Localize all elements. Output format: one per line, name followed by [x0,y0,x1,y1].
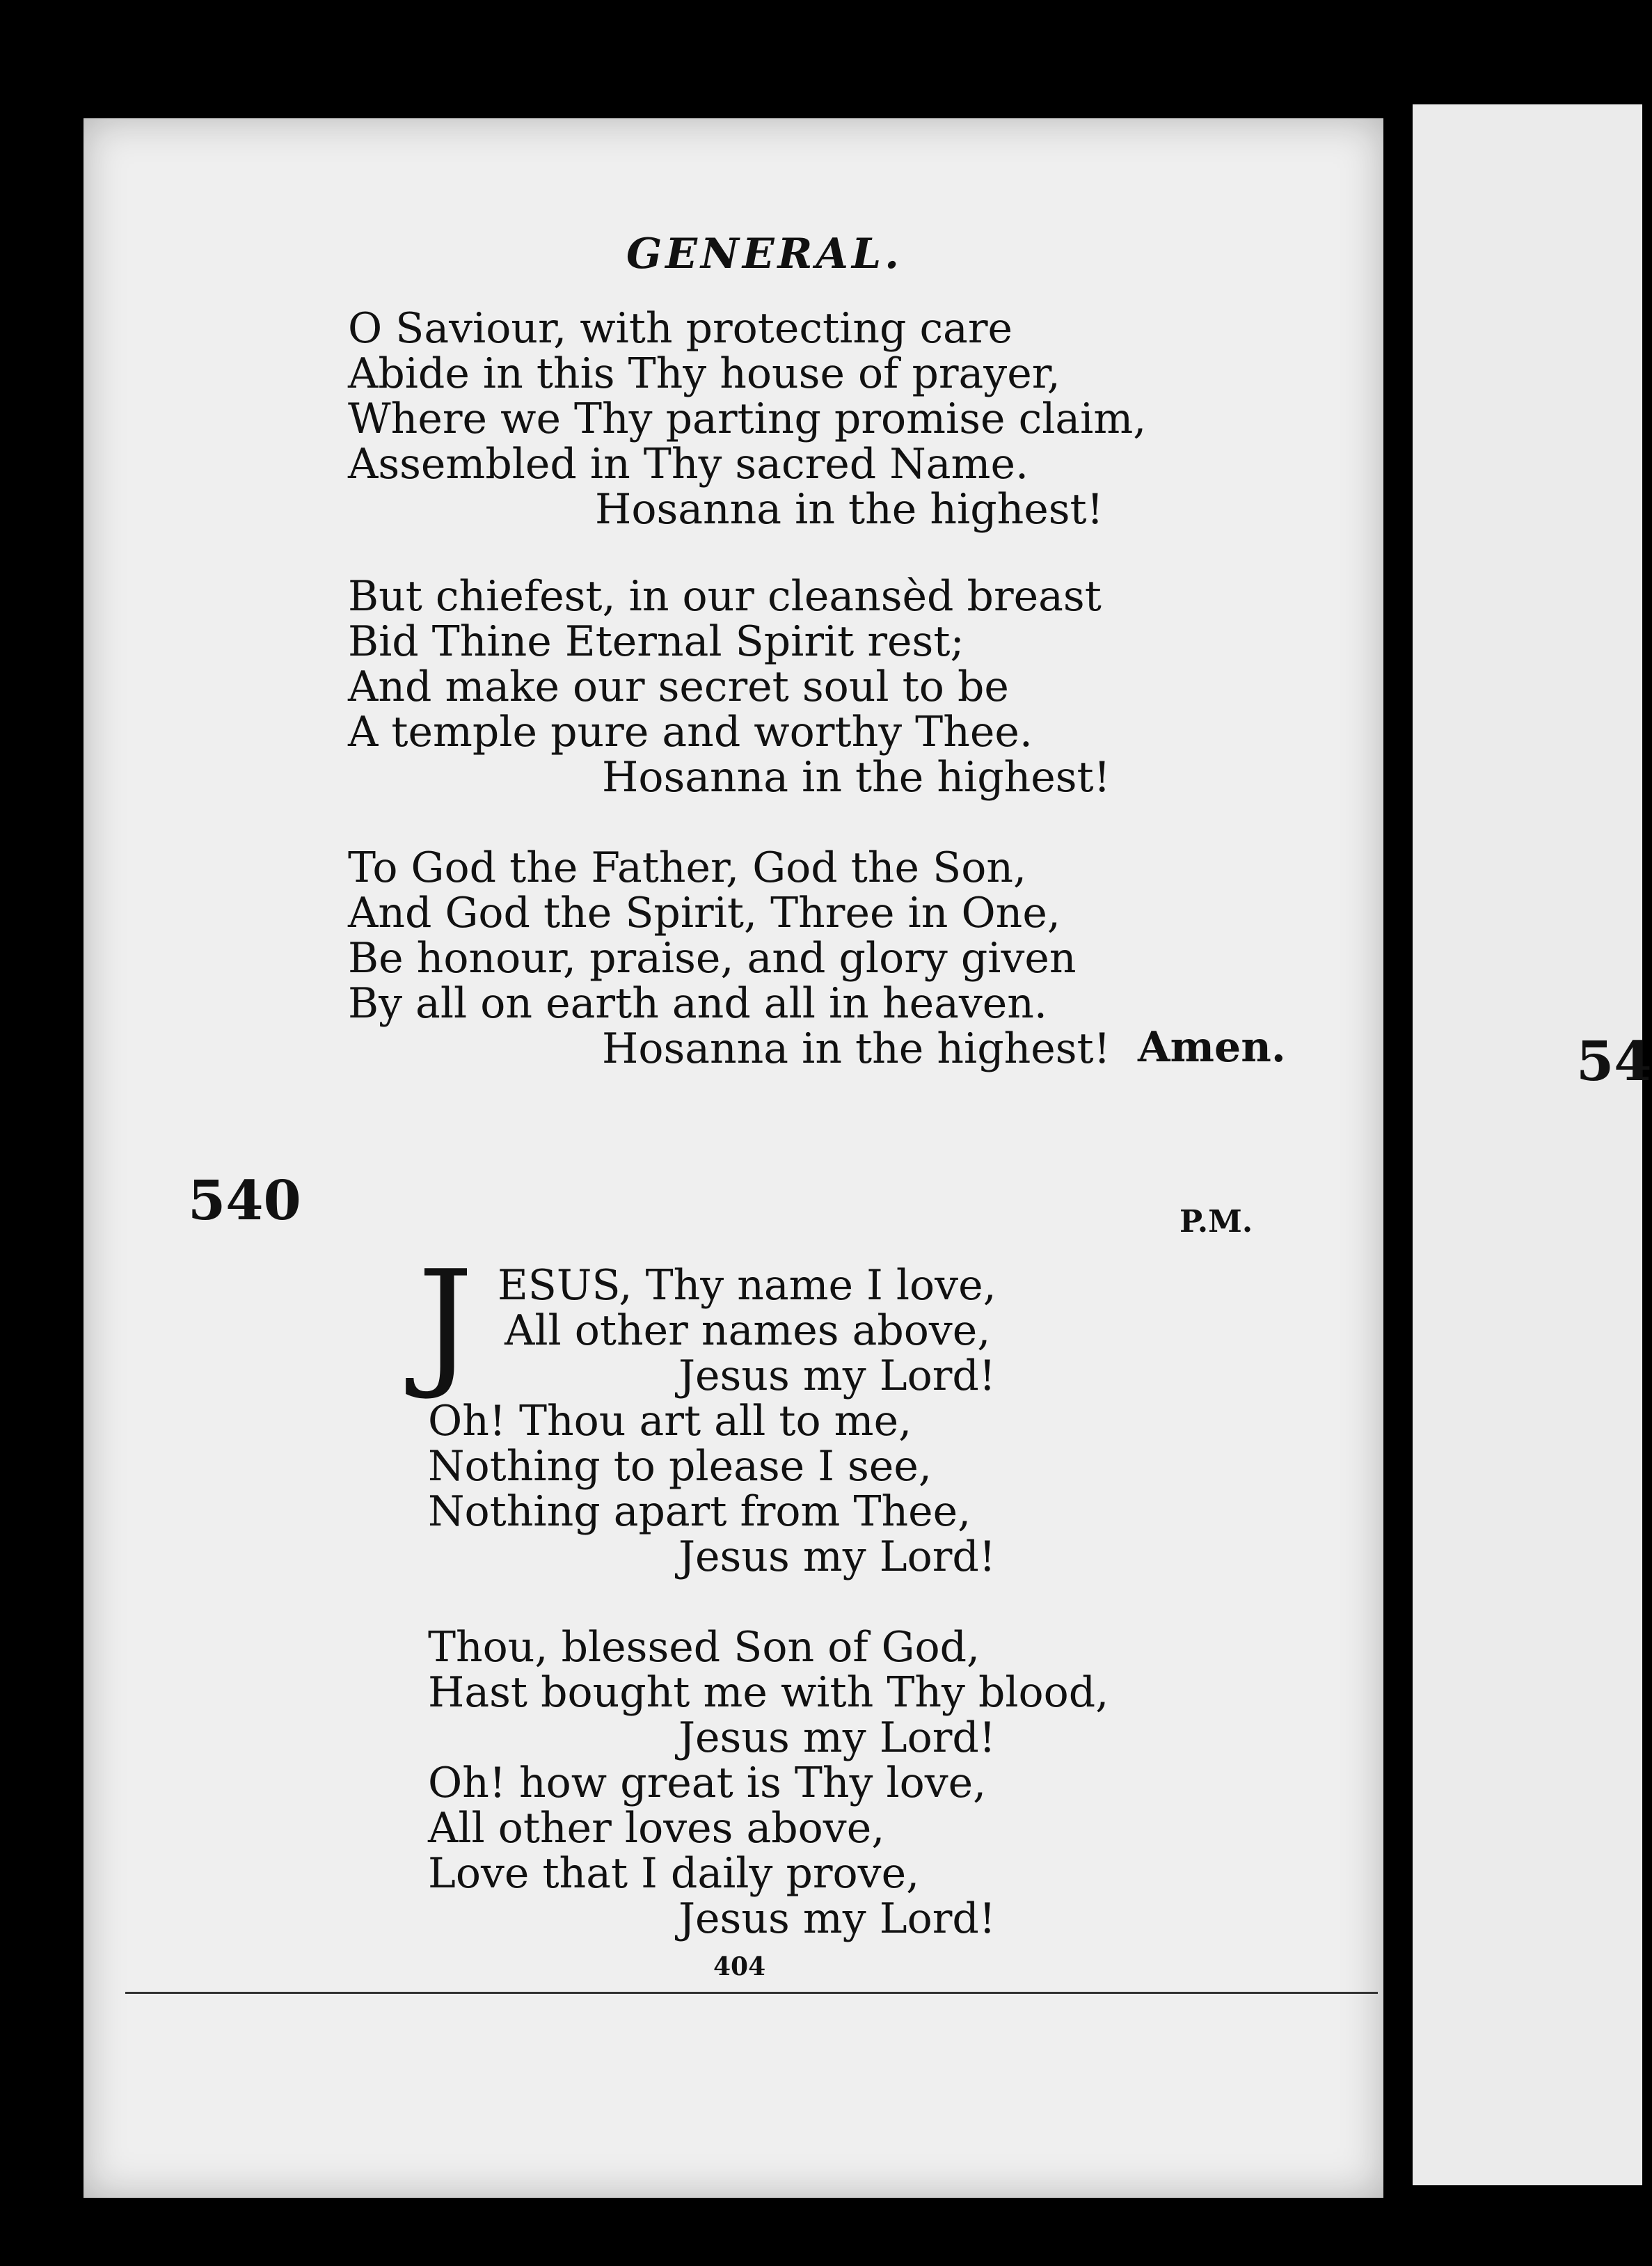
verse-line: All other loves above, [428,1804,885,1853]
verse-line: Thou, blessed Son of God, [428,1623,980,1672]
refrain-line: Jesus my Lord! [678,1713,996,1762]
refrain-line: Jesus my Lord! [678,1894,996,1943]
refrain-line: Hosanna in the highest! [595,485,1104,534]
bottom-rule [125,1992,1378,1994]
verse-line: A temple pure and worthy Thee. [348,708,1033,756]
verse-line: By all on earth and all in heaven. [348,979,1047,1028]
page-header: GENERAL. [626,230,903,278]
refrain-line: Hosanna in the highest! [602,753,1111,802]
verse-line: Be honour, praise, and glory given [348,934,1077,983]
verse-line: Oh! Thou art all to me, [428,1397,912,1445]
verse-line: Assembled in Thy sacred Name. [348,440,1029,489]
verse-line: Bid Thine Eternal Spirit rest; [348,617,964,666]
verse-line: All other names above, [505,1306,991,1355]
verse-line: Nothing apart from Thee, [428,1487,971,1536]
amen: Amen. [1138,1023,1286,1072]
verse-line: ESUS, Thy name I love, [498,1261,996,1310]
page-number: 404 [713,1952,766,1981]
verse-line: Abide in this Thy house of prayer, [348,349,1061,398]
verse-line: O Saviour, with protecting care [348,304,1013,353]
verse-line: Where we Thy parting promise claim, [348,395,1147,443]
drop-cap: J [418,1241,474,1403]
page-gutter [1383,104,1413,2185]
verse-line: But chiefest, in our cleansèd breast [348,572,1102,621]
verse-line: Love that I daily prove, [428,1849,920,1898]
verse-line: And make our secret soul to be [348,663,1009,711]
verse-line: To God the Father, God the Son, [348,843,1027,892]
verse-line: Oh! how great is Thy love, [428,1759,987,1807]
refrain-line: Hosanna in the highest! [602,1024,1111,1073]
adjacent-page-number-fragment: 54 [1576,1030,1652,1093]
verse-line: And God the Spirit, Three in One, [348,889,1061,937]
verse-line: Nothing to please I see, [428,1442,932,1491]
refrain-line: Jesus my Lord! [678,1352,996,1400]
meter-label: P.M. [1180,1204,1253,1239]
verse-line: Hast bought me with Thy blood, [428,1668,1109,1717]
refrain-line: Jesus my Lord! [678,1532,996,1581]
hymn-number: 540 [188,1169,301,1233]
adjacent-page [1413,104,1642,2185]
